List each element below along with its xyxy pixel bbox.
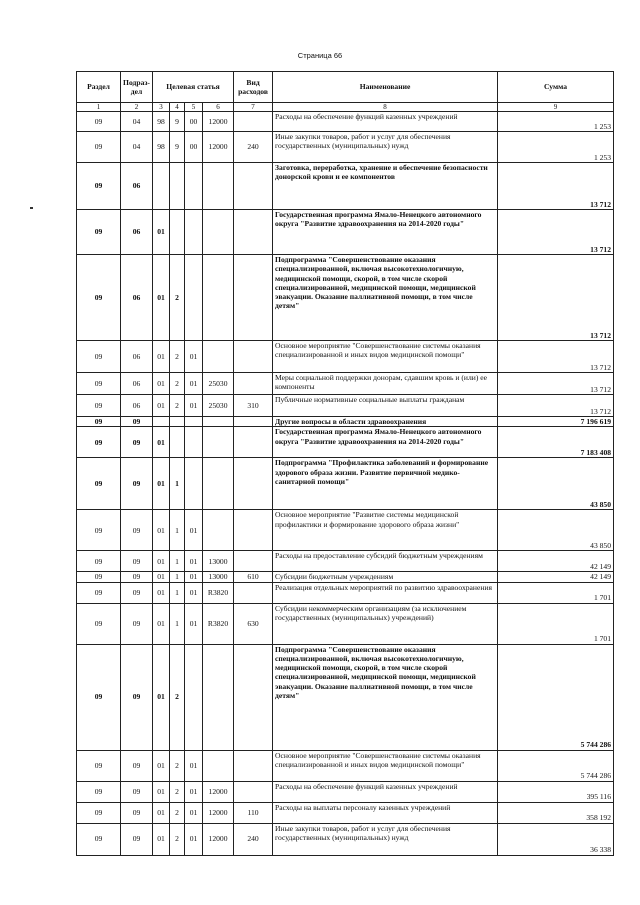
name-cell: Расходы на обеспечение функций казенных учреждений	[273, 112, 498, 132]
budget-table	[76, 71, 614, 856]
name-cell: Иные закупки товаров, работ и услуг для обеспечения государственных (муниципальных) нужд	[273, 823, 498, 855]
code-cell	[203, 458, 234, 510]
code-cell: 09	[77, 603, 121, 644]
table-body	[77, 112, 614, 856]
table-row	[77, 427, 614, 458]
code-cell	[170, 417, 185, 427]
column-number: 4	[170, 103, 185, 112]
code-cell: 09	[77, 458, 121, 510]
code-cell: 01	[185, 551, 203, 572]
code-cell: 09	[77, 802, 121, 823]
code-cell: 01	[153, 255, 170, 341]
code-cell: R3820	[203, 603, 234, 644]
name-cell: Субсидии бюджетным учреждениям	[273, 572, 498, 582]
code-cell	[185, 427, 203, 458]
code-cell: 01	[185, 750, 203, 781]
page-number-label: Страница 66	[297, 51, 343, 60]
code-cell: 2	[170, 823, 185, 855]
name-cell: Подпрограмма "Совершенствование оказания специализированной, включая высокотехнологичную, медицинской помощи, скорой, в том числе скорой специализированной, медицинской помощи, медицинской эвакуации. Оказание паллиативной помощи, в том числе детям"	[273, 255, 498, 341]
sum-cell: 42 149	[498, 551, 614, 572]
code-cell: 2	[170, 781, 185, 802]
sum-cell: 395 116	[498, 781, 614, 802]
code-cell	[170, 163, 185, 210]
name-cell: Основное мероприятие "Развитие системы медицинской профилактики и формирование здорового образа жизни"	[273, 510, 498, 551]
name-cell: Иные закупки товаров, работ и услуг для обеспечения государственных (муниципальных) нужд	[273, 132, 498, 163]
code-cell: 240	[234, 823, 273, 855]
sum-cell: 13 712	[498, 373, 614, 395]
code-cell: 12000	[203, 781, 234, 802]
code-cell: R3820	[203, 582, 234, 603]
sum-cell: 5 744 286	[498, 750, 614, 781]
name-cell: Государственная программа Ямало-Ненецкого автономного округа "Развитие здравоохранения на 2014-2020 годы"	[273, 427, 498, 458]
code-cell: 1	[170, 582, 185, 603]
name-cell: Расходы на обеспечение функций казенных учреждений	[273, 781, 498, 802]
code-cell: 09	[77, 210, 121, 255]
code-cell: 240	[234, 132, 273, 163]
code-cell	[170, 427, 185, 458]
code-cell: 310	[234, 395, 273, 417]
name-cell: Меры социальной поддержки донорам, сдавшим кровь и (или) ее компоненты	[273, 373, 498, 395]
sum-cell: 1 701	[498, 603, 614, 644]
code-cell: 98	[153, 112, 170, 132]
code-cell: 01	[153, 395, 170, 417]
code-cell	[203, 417, 234, 427]
sum-cell: 13 712	[498, 341, 614, 373]
code-cell: 09	[77, 582, 121, 603]
code-cell	[185, 255, 203, 341]
code-cell: 01	[185, 510, 203, 551]
name-cell: Публичные нормативные социальные выплаты гражданам	[273, 395, 498, 417]
sum-cell: 42 149	[498, 572, 614, 582]
code-cell: 01	[185, 781, 203, 802]
sum-cell: 36 338	[498, 823, 614, 855]
code-cell: 1	[170, 572, 185, 582]
code-cell	[170, 210, 185, 255]
code-cell	[203, 255, 234, 341]
name-cell: Заготовка, переработка, хранение и обеспечение безопасности донорской крови и ее компонентов	[273, 163, 498, 210]
sum-cell: 43 850	[498, 458, 614, 510]
name-cell: Государственная программа Ямало-Ненецкого автономного округа "Развитие здравоохранения на 2014-2020 годы"	[273, 210, 498, 255]
code-cell: 09	[77, 781, 121, 802]
header-vid-rashodov: Вид расходов	[234, 72, 273, 103]
code-cell: 01	[153, 603, 170, 644]
code-cell: 01	[185, 823, 203, 855]
code-cell: 09	[77, 163, 121, 210]
code-cell	[234, 112, 273, 132]
table-row	[77, 163, 614, 210]
code-cell: 25030	[203, 395, 234, 417]
table-row	[77, 582, 614, 603]
column-number: 3	[153, 103, 170, 112]
code-cell	[234, 341, 273, 373]
code-cell	[185, 163, 203, 210]
header-razdel: Раздел	[77, 72, 121, 103]
code-cell: 1	[170, 510, 185, 551]
code-cell: 09	[121, 823, 153, 855]
code-cell: 01	[185, 572, 203, 582]
code-cell: 01	[185, 802, 203, 823]
table-row	[77, 510, 614, 551]
code-cell	[234, 255, 273, 341]
column-number: 8	[273, 103, 498, 112]
code-cell	[203, 427, 234, 458]
code-cell: 9	[170, 112, 185, 132]
code-cell: 09	[77, 112, 121, 132]
code-cell: 06	[121, 395, 153, 417]
code-cell: 12000	[203, 112, 234, 132]
code-cell: 00	[185, 112, 203, 132]
code-cell: 01	[153, 750, 170, 781]
code-cell: 09	[121, 510, 153, 551]
code-cell: 09	[77, 750, 121, 781]
code-cell: 01	[153, 210, 170, 255]
code-cell: 9	[170, 132, 185, 163]
code-cell: 09	[77, 341, 121, 373]
code-cell: 09	[77, 132, 121, 163]
code-cell	[203, 341, 234, 373]
code-cell: 2	[170, 802, 185, 823]
sum-cell: 7 183 408	[498, 427, 614, 458]
sum-cell: 43 850	[498, 510, 614, 551]
code-cell: 2	[170, 255, 185, 341]
code-cell: 09	[121, 781, 153, 802]
sum-cell: 1 253	[498, 132, 614, 163]
code-cell: 09	[77, 551, 121, 572]
code-cell: 01	[153, 823, 170, 855]
code-cell: 2	[170, 373, 185, 395]
code-cell: 01	[153, 802, 170, 823]
code-cell: 01	[153, 458, 170, 510]
table-row	[77, 373, 614, 395]
code-cell	[153, 417, 170, 427]
code-cell: 98	[153, 132, 170, 163]
code-cell: 09	[121, 582, 153, 603]
code-cell	[203, 510, 234, 551]
code-cell: 12000	[203, 823, 234, 855]
code-cell: 01	[153, 572, 170, 582]
code-cell: 09	[121, 551, 153, 572]
code-cell	[185, 644, 203, 750]
name-cell: Другие вопросы в области здравоохранения	[273, 417, 498, 427]
code-cell: 01	[185, 582, 203, 603]
column-number-row	[77, 103, 614, 112]
table-row	[77, 551, 614, 572]
code-cell	[203, 644, 234, 750]
code-cell: 1	[170, 603, 185, 644]
column-number: 5	[185, 103, 203, 112]
sum-cell: 13 712	[498, 163, 614, 210]
code-cell: 04	[121, 132, 153, 163]
name-cell: Подпрограмма "Профилактика заболеваний и формирование здорового образа жизни. Развитие первичной медико-санитарной помощи"	[273, 458, 498, 510]
code-cell: 06	[121, 341, 153, 373]
code-cell: 01	[153, 582, 170, 603]
code-cell	[234, 427, 273, 458]
code-cell	[203, 210, 234, 255]
code-cell: 25030	[203, 373, 234, 395]
column-number: 7	[234, 103, 273, 112]
sum-cell: 7 196 619	[498, 417, 614, 427]
code-cell: 06	[121, 210, 153, 255]
column-number: 6	[203, 103, 234, 112]
code-cell: 1	[170, 551, 185, 572]
code-cell: 09	[77, 510, 121, 551]
table-row	[77, 823, 614, 855]
code-cell: 09	[121, 644, 153, 750]
code-cell: 09	[121, 427, 153, 458]
code-cell: 09	[77, 427, 121, 458]
code-cell	[203, 750, 234, 781]
code-cell: 01	[185, 603, 203, 644]
code-cell	[234, 750, 273, 781]
sum-cell: 13 712	[498, 255, 614, 341]
code-cell	[234, 510, 273, 551]
code-cell	[234, 417, 273, 427]
code-cell: 09	[121, 603, 153, 644]
header-naimenovanie: Наименование	[273, 72, 498, 103]
name-cell: Основное мероприятие "Совершенствование системы оказания специализированной и иных видов медицинской помощи"	[273, 750, 498, 781]
code-cell: 630	[234, 603, 273, 644]
code-cell: 01	[153, 644, 170, 750]
code-cell: 01	[185, 341, 203, 373]
code-cell: 09	[77, 255, 121, 341]
code-cell: 2	[170, 644, 185, 750]
code-cell: 06	[121, 255, 153, 341]
sum-cell: 5 744 286	[498, 644, 614, 750]
code-cell	[203, 163, 234, 210]
table-row	[77, 458, 614, 510]
table-row	[77, 750, 614, 781]
code-cell	[234, 210, 273, 255]
table-row	[77, 644, 614, 750]
code-cell	[234, 551, 273, 572]
code-cell: 09	[77, 373, 121, 395]
name-cell: Расходы на предоставление субсидий бюджетным учреждениям	[273, 551, 498, 572]
code-cell: 01	[153, 341, 170, 373]
header-celevaya-statya: Целевая статья	[153, 72, 234, 103]
code-cell: 09	[77, 395, 121, 417]
sum-cell: 1 253	[498, 112, 614, 132]
code-cell	[153, 163, 170, 210]
code-cell	[234, 582, 273, 603]
name-cell: Реализация отдельных мероприятий по развитию здравоохранения	[273, 582, 498, 603]
code-cell: 01	[153, 427, 170, 458]
code-cell: 01	[153, 781, 170, 802]
code-cell: 09	[77, 572, 121, 582]
code-cell: 09	[77, 823, 121, 855]
table-row	[77, 112, 614, 132]
code-cell	[185, 417, 203, 427]
scan-speck	[30, 207, 33, 209]
table-row	[77, 341, 614, 373]
code-cell: 12000	[203, 802, 234, 823]
code-cell: 110	[234, 802, 273, 823]
code-cell: 09	[77, 417, 121, 427]
sum-cell: 13 712	[498, 210, 614, 255]
table-row	[77, 417, 614, 427]
code-cell: 01	[153, 373, 170, 395]
table-header-row	[77, 72, 614, 103]
code-cell	[234, 781, 273, 802]
table-row	[77, 603, 614, 644]
table-row	[77, 210, 614, 255]
code-cell: 09	[121, 458, 153, 510]
code-cell: 01	[153, 551, 170, 572]
code-cell: 09	[121, 417, 153, 427]
code-cell	[234, 373, 273, 395]
table-row	[77, 395, 614, 417]
column-number: 2	[121, 103, 153, 112]
name-cell: Субсидии некоммерческим организациям (за исключением государственных (муниципальных) учреждений)	[273, 603, 498, 644]
sum-cell: 358 192	[498, 802, 614, 823]
code-cell: 09	[121, 572, 153, 582]
code-cell	[185, 458, 203, 510]
code-cell: 01	[185, 373, 203, 395]
code-cell: 09	[121, 802, 153, 823]
code-cell: 610	[234, 572, 273, 582]
name-cell: Расходы на выплаты персоналу казенных учреждений	[273, 802, 498, 823]
code-cell: 13000	[203, 572, 234, 582]
code-cell: 1	[170, 458, 185, 510]
header-summa: Сумма	[498, 72, 614, 103]
code-cell: 01	[185, 395, 203, 417]
code-cell: 00	[185, 132, 203, 163]
name-cell: Подпрограмма "Совершенствование оказания специализированной, включая высокотехнологичную, медицинской помощи, скорой, в том числе скорой специализированной, медицинской помощи, медицинской эвакуации. Оказание паллиативной помощи, в том числе детям"	[273, 644, 498, 750]
code-cell: 09	[77, 644, 121, 750]
code-cell: 04	[121, 112, 153, 132]
name-cell: Основное мероприятие "Совершенствование системы оказания специализированной и иных видов медицинской помощи"	[273, 341, 498, 373]
code-cell: 06	[121, 163, 153, 210]
code-cell	[234, 163, 273, 210]
code-cell: 2	[170, 395, 185, 417]
code-cell: 2	[170, 750, 185, 781]
code-cell	[234, 458, 273, 510]
table-row	[77, 572, 614, 582]
code-cell: 06	[121, 373, 153, 395]
code-cell: 12000	[203, 132, 234, 163]
code-cell	[185, 210, 203, 255]
header-podrazdel: Подраз- дел	[121, 72, 153, 103]
sum-cell: 1 701	[498, 582, 614, 603]
table-row	[77, 802, 614, 823]
code-cell	[234, 644, 273, 750]
table-row	[77, 132, 614, 163]
sum-cell: 13 712	[498, 395, 614, 417]
table-row	[77, 255, 614, 341]
code-cell: 09	[121, 750, 153, 781]
code-cell: 2	[170, 341, 185, 373]
table-row	[77, 781, 614, 802]
code-cell: 01	[153, 510, 170, 551]
column-number: 1	[77, 103, 121, 112]
code-cell: 13000	[203, 551, 234, 572]
column-number: 9	[498, 103, 614, 112]
